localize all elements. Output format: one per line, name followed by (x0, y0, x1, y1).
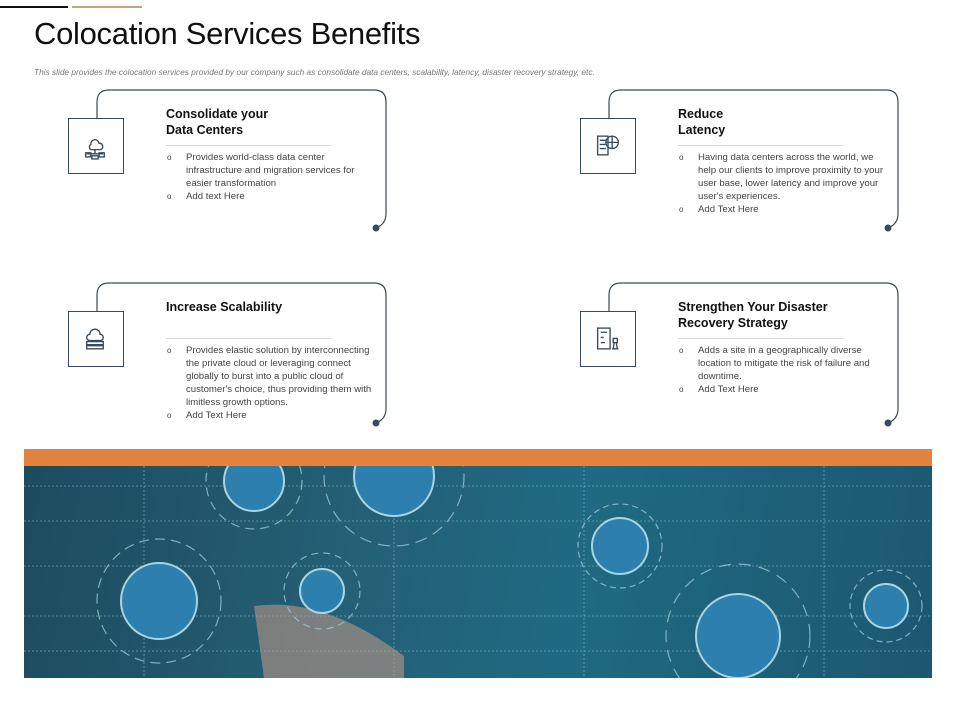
top-rule-tan (72, 6, 142, 8)
card-title: Increase Scalability (166, 300, 283, 314)
bullet-item: o Add text Here (166, 190, 376, 203)
page-subtitle: This slide provides the colocation services provided by our company such as consolidate data centers, scalability, latency, disaster recovery strategy, etc. (34, 67, 595, 77)
card-title: Reduce Latency (678, 107, 726, 137)
benefit-card (572, 88, 912, 238)
bullet-item: o Provides elastic solution by interconnecting the private cloud or leveraging connect globally to burst into a public cloud of customer's choice, thus providing them with limitless growth options. (166, 344, 376, 409)
gears-illustration (24, 466, 932, 678)
icon-box (68, 118, 124, 174)
icon-box (580, 311, 636, 367)
bullet-list (166, 344, 376, 422)
cloud-servers-icon (82, 132, 110, 160)
bullet-list (678, 344, 888, 396)
bullet-item: o Add Text Here (678, 203, 888, 216)
orange-banner (24, 449, 932, 466)
benefit-card (60, 88, 400, 238)
title-divider (166, 338, 331, 339)
bullet-item: o Adds a site in a geographically diverse location to mitigate the risk of failure and downtime. (678, 344, 888, 383)
title-divider (678, 145, 843, 146)
globe-devices-icon (594, 132, 622, 160)
bullet-item: o Having data centers across the world, we help our clients to improve proximity to your user base, lower latency and improve your user's experiences. (678, 151, 888, 203)
title-divider (678, 338, 843, 339)
card-title: Consolidate your Data Centers (166, 107, 269, 137)
page-title: Colocation Services Benefits (34, 16, 421, 51)
bullet-list (166, 151, 376, 203)
icon-box (68, 311, 124, 367)
bullet-list (678, 151, 888, 216)
bullet-item: o Add Text Here (678, 383, 888, 396)
title-divider (166, 145, 331, 146)
cloud-server-rack-icon (82, 325, 110, 353)
bullet-item: o Provides world-class data center infrastructure and migration services for easier transformation (166, 151, 376, 190)
card-title: Strengthen Your Disaster Recovery Strategy (678, 300, 828, 330)
technology-gears-image (24, 466, 932, 678)
benefit-card (60, 281, 400, 431)
top-rule-dark (0, 6, 68, 8)
icon-box (580, 118, 636, 174)
bullet-item: o Add Text Here (166, 409, 376, 422)
benefit-card (572, 281, 912, 431)
strategy-chess-icon (594, 325, 622, 353)
